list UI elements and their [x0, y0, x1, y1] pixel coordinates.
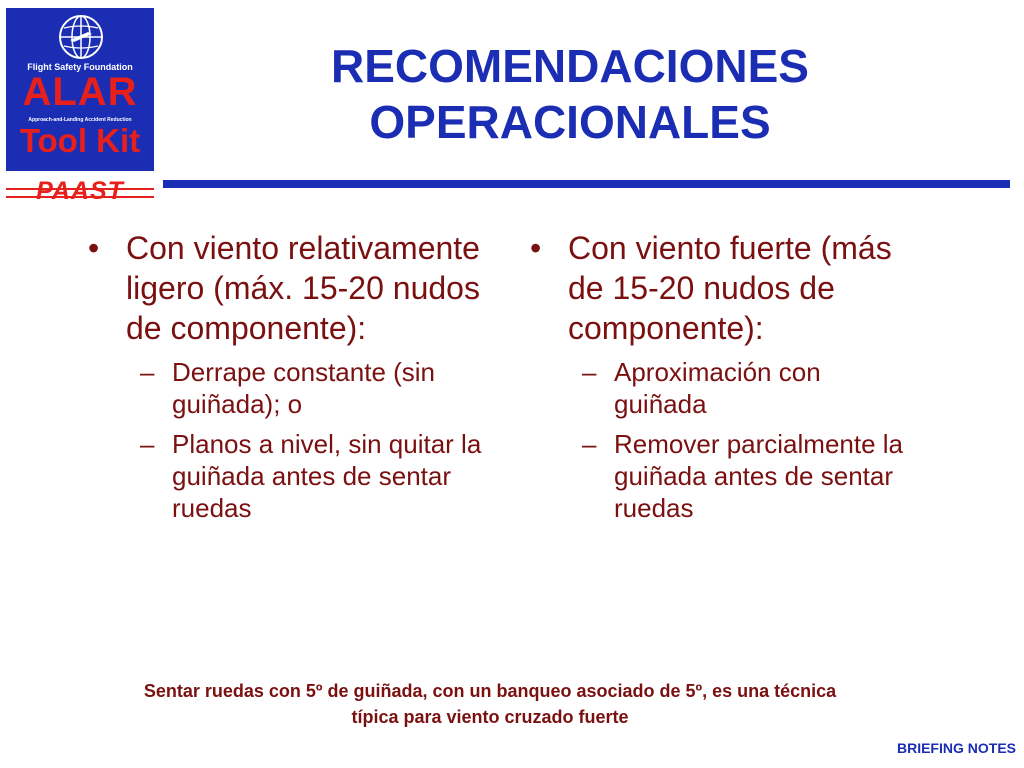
left-item-2: Planos a nivel, sin quitar la guiñada antes de sentar ruedas	[172, 429, 482, 523]
bullet-glyph: •	[88, 230, 100, 266]
title-line-2: OPERACIONALES	[369, 96, 771, 148]
right-sub-list	[530, 356, 910, 524]
globe-icon	[58, 14, 104, 60]
dash-glyph: –	[582, 429, 597, 459]
logo-badge: PAAST	[36, 177, 124, 205]
logo-kit: Tool Kit	[19, 122, 141, 159]
footnote: Sentar ruedas con 5º de guiñada, con un banqueo asociado de 5º, es una técnica típica para viento cruzado fuerte	[143, 681, 837, 727]
dash-glyph: –	[140, 357, 155, 387]
alar-logo	[6, 8, 154, 204]
left-item-1: Derrape constante (sin guiñada); o	[172, 357, 436, 419]
left-bullet	[88, 228, 488, 348]
title-line-1: RECOMENDACIONES	[331, 40, 809, 92]
briefing-notes-label: BRIEFING NOTES	[896, 740, 1016, 756]
logo-box	[6, 8, 154, 171]
slide-title	[190, 38, 950, 150]
bullet-glyph: •	[530, 230, 542, 266]
list-item	[530, 356, 910, 420]
right-heading: Con viento fuerte (más de 15-20 nudos de componente):	[568, 230, 892, 346]
title-rule	[163, 180, 1010, 188]
right-bullet	[530, 228, 910, 348]
list-item	[88, 428, 488, 524]
right-column	[530, 228, 910, 532]
logo-tagline: Approach-and-Landing Accident Reduction	[28, 117, 132, 123]
left-heading: Con viento relativamente ligero (máx. 15-20 nudos de componente):	[126, 230, 480, 346]
logo-organization: Flight Safety Foundation	[27, 62, 133, 72]
left-sub-list	[88, 356, 488, 524]
right-item-2: Remover parcialmente la guiñada antes de sentar ruedas	[614, 429, 904, 523]
list-item	[88, 356, 488, 420]
dash-glyph: –	[582, 357, 597, 387]
logo-program: ALAR	[22, 70, 138, 114]
right-item-1: Aproximación con guiñada	[614, 357, 821, 419]
dash-glyph: –	[140, 429, 155, 459]
left-column	[88, 228, 488, 532]
list-item	[530, 428, 910, 524]
